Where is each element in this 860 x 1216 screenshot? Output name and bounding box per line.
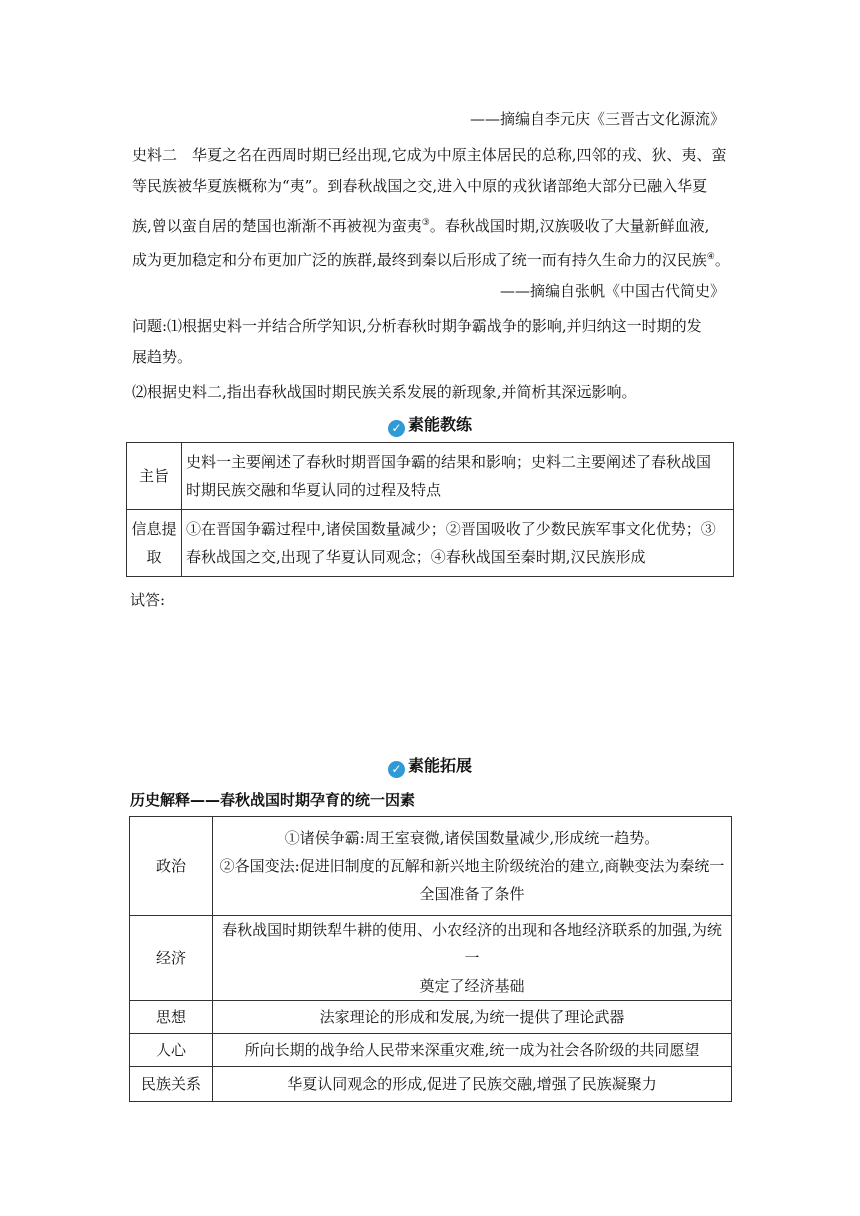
training-section-title: ✓ 素能教练 — [0, 414, 860, 437]
source2-line-1: 史料二 华夏之名在西周时期已经出现,它成为中原主体居民的总称,四邻的戎、狄、夷、蛮 — [132, 146, 727, 164]
table-row — [130, 817, 732, 916]
table-key-cell: 民族关系 — [130, 1067, 213, 1102]
table-key-cell: 思想 — [130, 1001, 213, 1034]
table-row — [127, 443, 734, 510]
source2-citation: ——摘编自张帆《中国古代简史》 — [499, 282, 725, 300]
table-key-cell: 信息提 取 — [127, 510, 182, 577]
check-circle-icon: ✓ — [388, 420, 405, 437]
table-row — [130, 916, 732, 1001]
expansion-table — [129, 816, 732, 1102]
table-key-cell: 主旨 — [127, 443, 182, 510]
table-value-cell: 春秋战国时期铁犁牛耕的使用、小农经济的出现和各地经济联系的加强,为统一 奠定了经济基础 — [213, 916, 732, 1001]
table-value-cell: ①在晋国争霸过程中,诸侯国数量减少；②晋国吸收了少数民族军事文化优势；③ 春秋战国之交,出现了华夏认同观念；④春秋战国至秦时期,汉民族形成 — [182, 510, 734, 577]
source2-line-4: 成为更加稳定和分布更加广泛的族群,最终到秦以后形成了统一而有持久生命力的汉民族④。 — [132, 251, 730, 269]
expansion-section-title: ✓ 素能拓展 — [0, 755, 860, 778]
source2-line-3: 族,曾以蛮自居的楚国也渐渐不再被视为蛮夷③。春秋战国时期,汉族吸收了大量新鲜血液, — [132, 217, 710, 235]
question-line-1: 问题:⑴根据史料一并结合所学知识,分析春秋时期争霸战争的影响,并归纳这一时期的发 — [132, 317, 702, 335]
table-key-cell: 政治 — [130, 817, 213, 916]
table-value-cell: ①诸侯争霸:周王室衰微,诸侯国数量减少,形成统一趋势。 ②各国变法:促进旧制度的瓦解和新兴地主阶级统治的建立,商鞅变法为秦统一 全国准备了条件 — [213, 817, 732, 916]
table-value-cell: 法家理论的形成和发展,为统一提供了理论武器 — [213, 1001, 732, 1034]
table-key-cell: 经济 — [130, 916, 213, 1001]
footnote-3: ③ — [421, 218, 430, 228]
table-row — [130, 1067, 732, 1102]
source1-citation: ——摘编自李元庆《三晋古文化源流》 — [469, 110, 725, 128]
table-row — [130, 1001, 732, 1034]
table-value-cell: 所向长期的战争给人民带来深重灾难,统一成为社会各阶级的共同愿望 — [213, 1034, 732, 1067]
footnote-4: ④ — [706, 252, 715, 262]
table-value-cell: 史料一主要阐述了春秋时期晋国争霸的结果和影响；史料二主要阐述了春秋战国 时期民族交融和华夏认同的过程及特点 — [182, 443, 734, 510]
answer-label: 试答: — [130, 591, 166, 609]
check-circle-icon: ✓ — [388, 761, 405, 778]
table-row — [130, 1034, 732, 1067]
table-row — [127, 510, 734, 577]
expansion-subtitle: 历史解释——春秋战国时期孕育的统一因素 — [130, 791, 416, 809]
question-line-2: 展趋势。 — [132, 348, 193, 366]
question-line-3: ⑵根据史料二,指出春秋战国时期民族关系发展的新现象,并简析其深远影响。 — [132, 383, 637, 401]
source2-line-2: 等民族被华夏族概称为“夷”。到春秋战国之交,进入中原的戎狄诸部绝大部分已融入华夏 — [132, 177, 708, 195]
training-table — [126, 442, 734, 577]
table-value-cell: 华夏认同观念的形成,促进了民族交融,增强了民族凝聚力 — [213, 1067, 732, 1102]
table-key-cell: 人心 — [130, 1034, 213, 1067]
